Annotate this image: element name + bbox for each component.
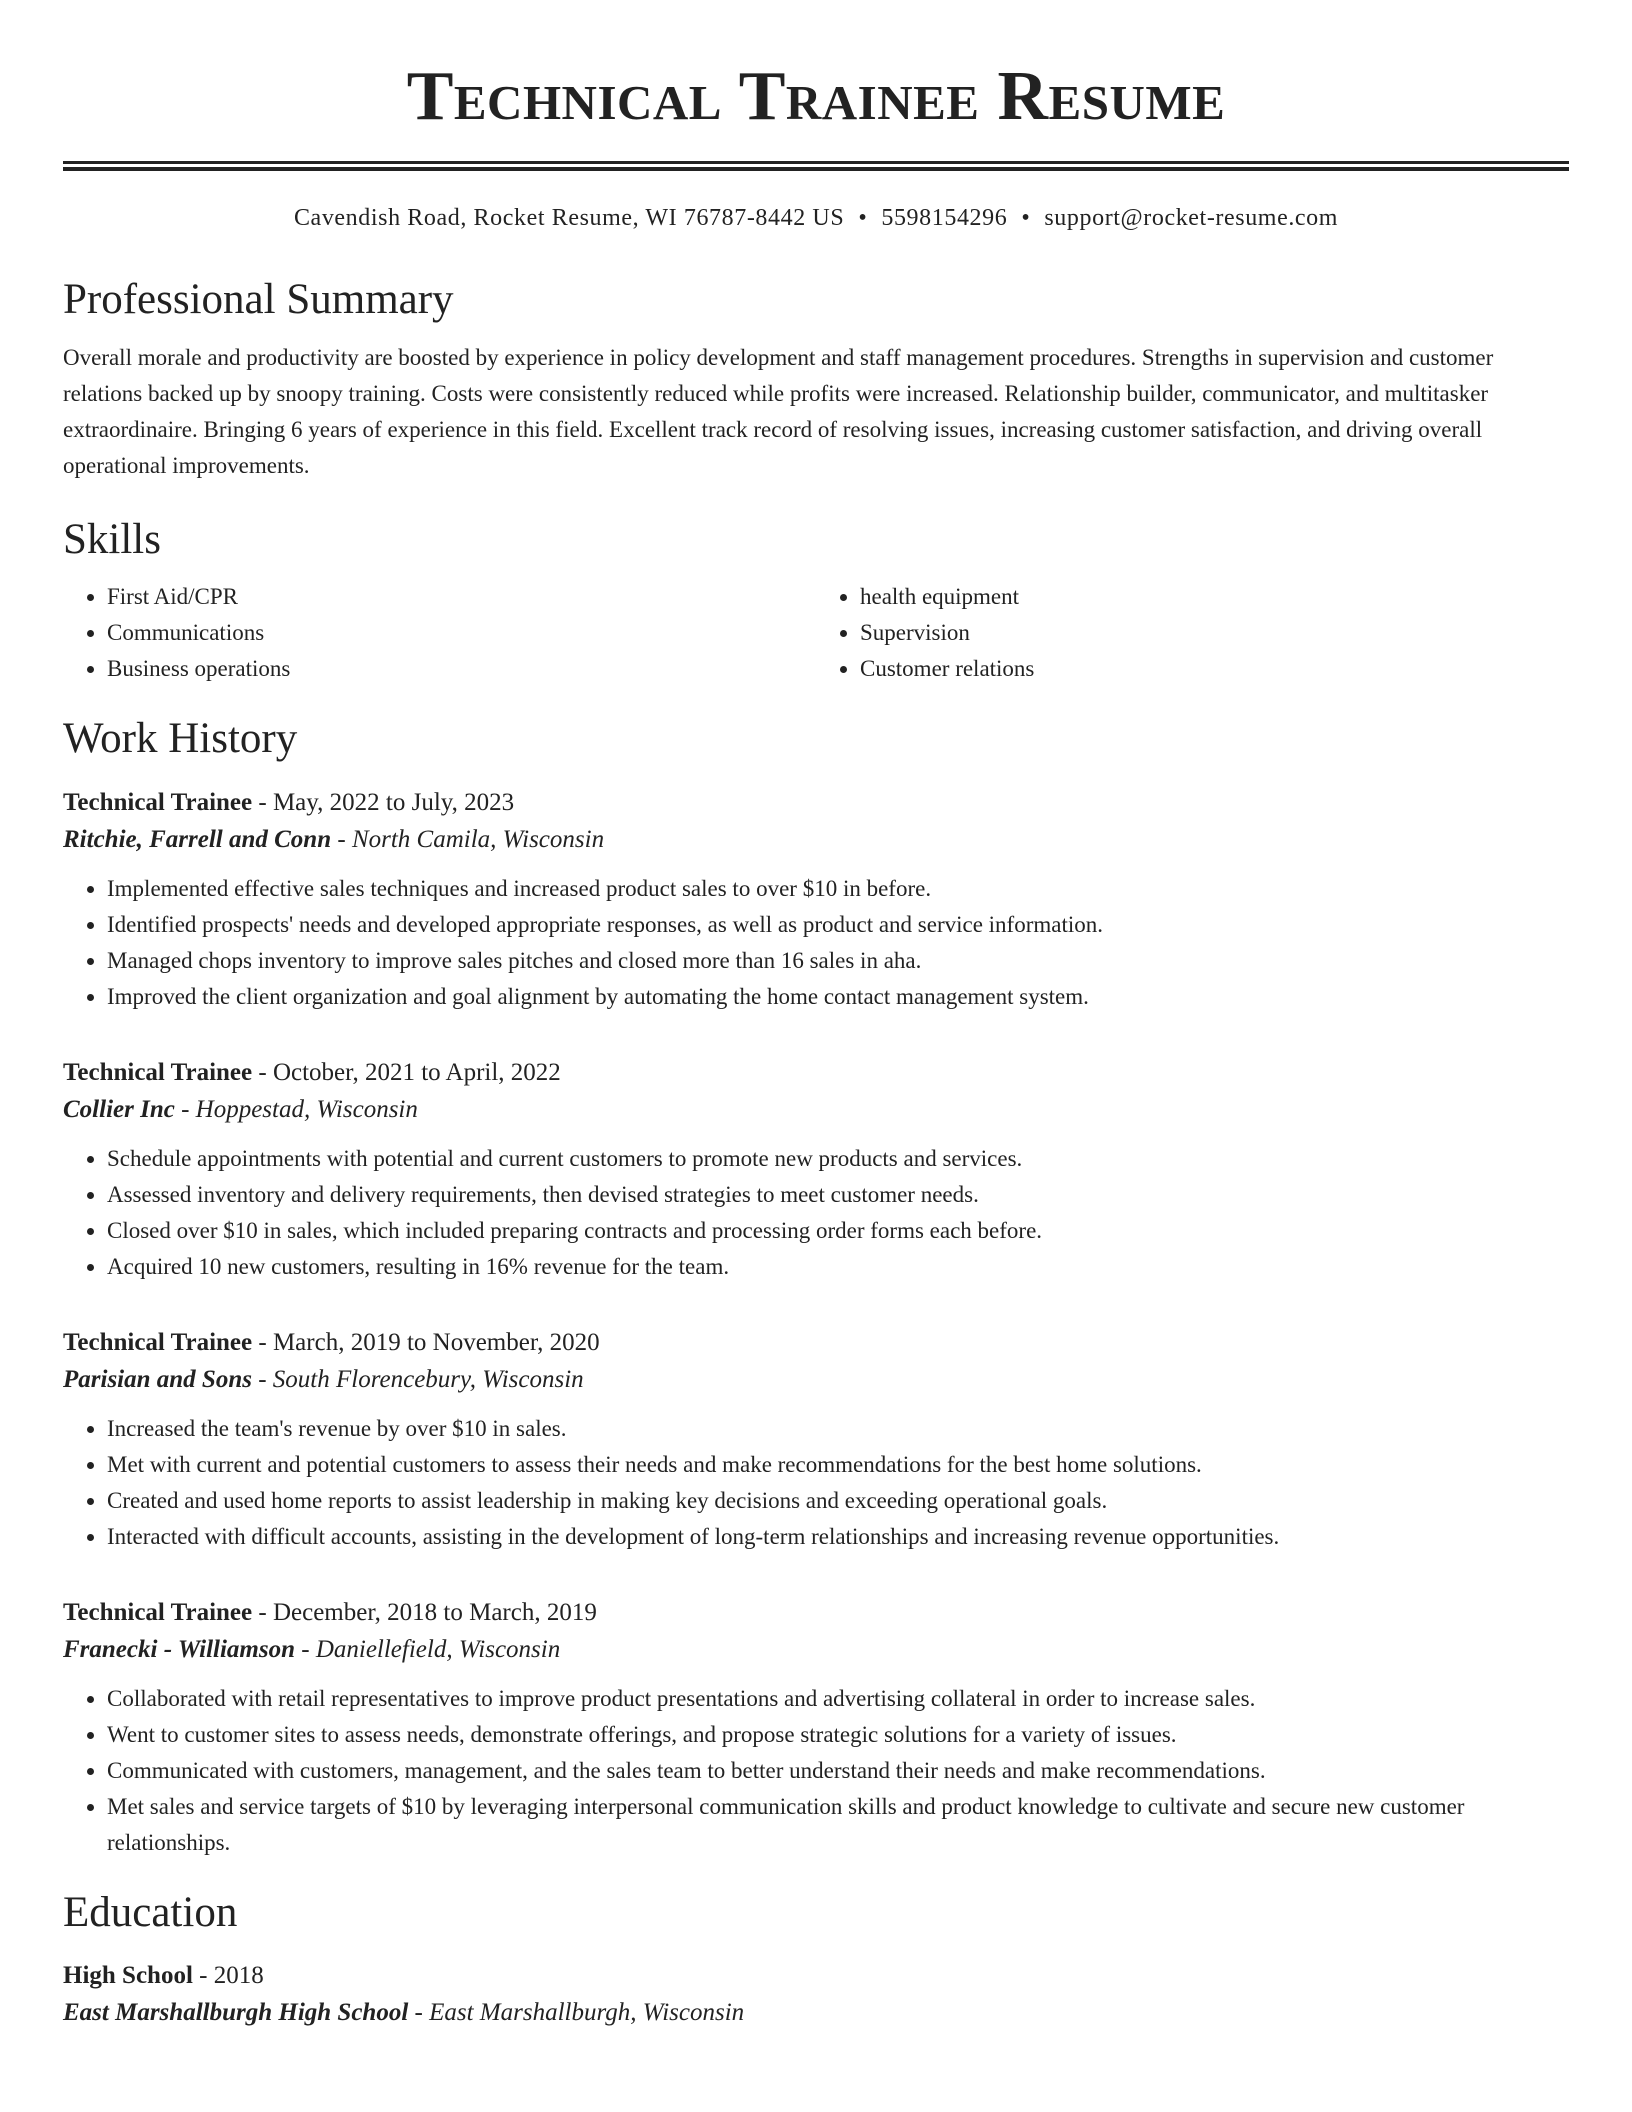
job-dates: March, 2019 to November, 2020 [272, 1328, 600, 1356]
title-divider [63, 161, 1569, 171]
job-bullets [63, 1681, 1569, 1861]
job-dates: May, 2022 to July, 2023 [272, 788, 515, 816]
job-company: Parisian and Sons [63, 1365, 252, 1393]
skills-column-right [816, 579, 1569, 687]
job-dash: - [294, 1635, 316, 1663]
job-title-line [63, 1595, 1569, 1631]
job-bullet: • Increased the team's revenue by over $10 in sales. [107, 1411, 1569, 1447]
contact-separator: • [858, 205, 868, 231]
job-dates: December, 2018 to March, 2019 [272, 1598, 597, 1626]
job-dash: - [252, 788, 273, 816]
job-bullet: • Met with current and potential customers to assess their needs and make recommendations for the best home solutions. [107, 1447, 1569, 1483]
education-location: East Marshallburgh, Wisconsin [429, 1999, 745, 2027]
skill-item: • Supervision [860, 615, 1569, 651]
education-school-line [63, 1994, 1569, 2032]
job-dash: - [331, 825, 352, 853]
job-company: Collier Inc [63, 1095, 175, 1123]
job-bullets [63, 1411, 1569, 1555]
job-company-line [63, 1091, 1569, 1129]
education-year: 2018 [213, 1962, 264, 1990]
job-bullet: • Assessed inventory and delivery requirements, then devised strategies to meet customer needs. [107, 1177, 1569, 1213]
education-heading: Education [63, 1888, 238, 1936]
job-bullet: • Created and used home reports to assist leadership in making key decisions and exceeding operational goals. [107, 1483, 1569, 1519]
contact-phone: 5598154296 [881, 205, 1008, 231]
job-bullet: • Met sales and service targets of $10 by leveraging interpersonal communication skills and product knowledge to cultivate and secure new customer relationships. [107, 1789, 1569, 1861]
job-bullet: • Collaborated with retail representatives to improve product presentations and advertising collateral in order to increase sales. [107, 1681, 1569, 1717]
job-title-line [63, 1055, 1569, 1091]
skill-item: • Business operations [107, 651, 816, 687]
job-entry [63, 1595, 1569, 1861]
contact-email: support@rocket-resume.com [1044, 205, 1339, 231]
job-title: Technical Trainee [63, 788, 253, 816]
job-title: Technical Trainee [63, 1598, 253, 1626]
job-dash: - [252, 1328, 273, 1356]
skill-item: • Customer relations [860, 651, 1569, 687]
job-dash: - [252, 1598, 273, 1626]
work-history-heading: Work History [63, 715, 298, 763]
skill-item: • health equipment [860, 579, 1569, 615]
contact-separator: • [1021, 205, 1031, 231]
job-entry [63, 785, 1569, 1015]
skills-list [63, 579, 1569, 687]
summary-heading: Professional Summary [63, 276, 454, 323]
job-company-line [63, 821, 1569, 859]
job-dash: - [174, 1095, 196, 1123]
job-location: Daniellefield, Wisconsin [315, 1635, 561, 1663]
skills-heading: Skills [63, 515, 161, 563]
job-entry [63, 1055, 1569, 1285]
job-dash: - [251, 1365, 273, 1393]
skills-column-left [63, 579, 816, 687]
job-location: North Camila, Wisconsin [351, 825, 605, 853]
contact-line [63, 205, 1569, 232]
job-bullet: • Acquired 10 new customers, resulting in 16% revenue for the team. [107, 1249, 1569, 1285]
job-bullet: • Schedule appointments with potential and current customers to promote new products and services. [107, 1141, 1569, 1177]
job-location: South Florencebury, Wisconsin [272, 1365, 584, 1393]
education-school: East Marshallburgh High School [63, 1999, 409, 2027]
job-bullet: • Went to customer sites to assess needs, demonstrate offerings, and propose strategic solutions for a variety of issues. [107, 1717, 1569, 1753]
job-bullet: • Improved the client organization and goal alignment by automating the home contact management system. [107, 979, 1569, 1015]
job-title: Technical Trainee [63, 1058, 253, 1086]
job-location: Hoppestad, Wisconsin [195, 1095, 418, 1123]
education-degree-line [63, 1958, 1569, 1994]
job-bullet: • Managed chops inventory to improve sales pitches and closed more than 16 sales in aha. [107, 943, 1569, 979]
job-bullets [63, 871, 1569, 1015]
job-title-line [63, 785, 1569, 821]
education-degree: High School [63, 1962, 193, 1990]
job-company: Ritchie, Farrell and Conn [63, 825, 332, 853]
job-bullet: • Implemented effective sales techniques and increased product sales to over $10 in before. [107, 871, 1569, 907]
summary-text: Overall morale and productivity are boosted by experience in policy development and staff management procedures. Strengths in supervision and customer relations backed up by snoopy training. Costs were consistently reduced while profits were increased. Relationship builder, communicator, and multitasker extraordinaire. Bringing 6 years of experience in this field. Excellent track record of resolving issues, increasing customer satisfaction, and driving overall operational improvements. [63, 344, 1494, 478]
education-dash: - [192, 1962, 214, 1990]
job-bullet: • Closed over $10 in sales, which included preparing contracts and processing order forms each before. [107, 1213, 1569, 1249]
job-dash: - [252, 1058, 273, 1086]
job-bullet: • Communicated with customers, management, and the sales team to better understand their needs and make recommendations. [107, 1753, 1569, 1789]
job-bullet: • Interacted with difficult accounts, assisting in the development of long-term relationships and increasing revenue opportunities. [107, 1519, 1569, 1555]
job-title-line [63, 1325, 1569, 1361]
job-bullets [63, 1141, 1569, 1285]
job-company-line [63, 1631, 1569, 1669]
job-bullet: • Identified prospects' needs and developed appropriate responses, as well as product and service information. [107, 907, 1569, 943]
contact-address: Cavendish Road, Rocket Resume, WI 76787-8442 US [293, 205, 845, 231]
job-company-line [63, 1361, 1569, 1399]
skill-item: • First Aid/CPR [107, 579, 816, 615]
job-entry [63, 1325, 1569, 1555]
job-dates: October, 2021 to April, 2022 [272, 1058, 561, 1086]
skill-item: • Communications [107, 615, 816, 651]
job-title: Technical Trainee [63, 1328, 253, 1356]
education-dash: - [408, 1999, 430, 2027]
job-company: Franecki - Williamson [63, 1635, 295, 1663]
resume-title: Technical Trainee Resume [406, 58, 1226, 135]
